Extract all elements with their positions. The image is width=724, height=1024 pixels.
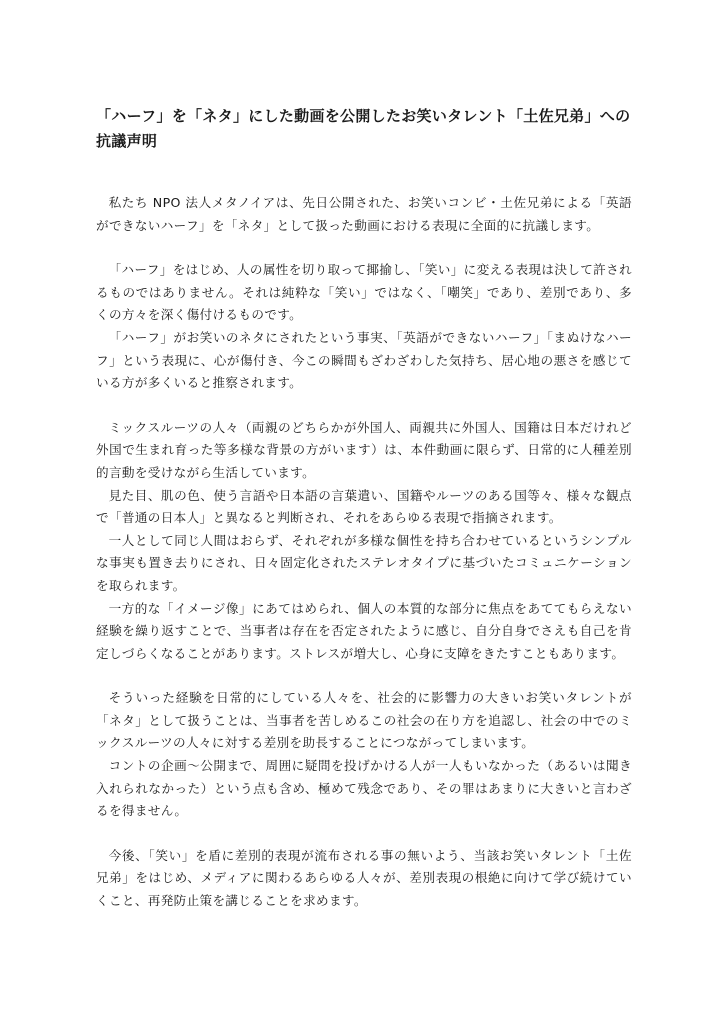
- statement-body: [96, 192, 632, 913]
- paragraph-hurt-feelings: 「ハーフ」がお笑いのネタにされたという事実、「英語ができないハーフ」「まぬけなハーフ」という表現に、心が傷付き、今この瞬間もざわざわした気持ち、居心地の悪さを感じている方が多くいると推察されます。: [96, 329, 632, 391]
- paragraph-demands: 今後、「笑い」を盾に差別的表現が流布される事の無いよう、当該お笑いタレント「土佐兄弟」をはじめ、メディアに関わるあらゆる人々が、差別表現の根絶に向けて学び続けていくこと、再発防止策を講じることを求めます。: [96, 847, 632, 909]
- paragraph-regret: コントの企画～公開まで、周囲に疑問を投げかける人が一人もいなかった（あるいは聞き入れられなかった）という点も含め、極めて残念であり、その罪はあまりに大きいと言わざるを得ません。: [96, 758, 632, 819]
- paragraph-gap: [96, 665, 632, 687]
- paragraph-mockery: 「ハーフ」をはじめ、人の属性を切り取って揶揄し、「笑い」に変える表現は決して許されるものではありません。それは純粋な「笑い」ではなく、「嘲笑」であり、差別であり、多くの方々を深く傷付けるものです。: [96, 262, 632, 323]
- paragraph-influence: そういった経験を日常的にしている人々を、社会的に影響力の大きいお笑いタレントが「ネタ」として扱うことは、当事者を苦しめるこの社会の在り方を追認し、社会の中でのミックスルーツの人々に対する差別を助長することにつながってしまいます。: [96, 690, 632, 751]
- statement-title: 「ハーフ」を「ネタ」にした動画を公開したお笑いタレント「土佐兄弟」への抗議声明: [96, 107, 631, 150]
- paragraph-mixed-roots: ミックスルーツの人々（両親のどちらかが外国人、両親共に外国人、国籍は日本だけれど外国で生まれ育った等多様な背景の方がいます）は、本件動画に限らず、日常的に人種差別的言動を受けながら生活しています。: [96, 419, 632, 480]
- paragraph-intro: 私たち NPO 法人メタノイアは、先日公開された、お笑いコンビ・土佐兄弟による「英語ができないハーフ」を「ネタ」として扱った動画における表現に全面的に抗議します。: [96, 195, 632, 233]
- paragraph-appearance: 見た目、肌の色、使う言語や日本語の言葉遣い、国籍やルーツのある国等々、様々な観点で「普通の日本人」と異なると判断され、それをあらゆる表現で指摘されます。: [96, 487, 632, 526]
- paragraph-gap: [96, 237, 632, 259]
- paragraph-gap: [96, 395, 632, 417]
- paragraph-stereotypes: 一人として同じ人間はおらず、それぞれが多様な個性を持ち合わせているというシンプルな事実も置き去りにされ、日々固定化されたステレオタイプに基づいたコミュニケーションを取られます。: [96, 532, 632, 593]
- paragraph-self-affirmation: 一方的な「イメージ像」にあてはめられ、個人の本質的な部分に焦点をあててもらえない経験を繰り返すことで、当事者は存在を否定されたように感じ、自分自身でさえも自己を肯定しづらくなることがあります。ストレスが増大し、心身に支障をきたすこともあります。: [96, 600, 632, 661]
- paragraph-gap: [96, 823, 632, 845]
